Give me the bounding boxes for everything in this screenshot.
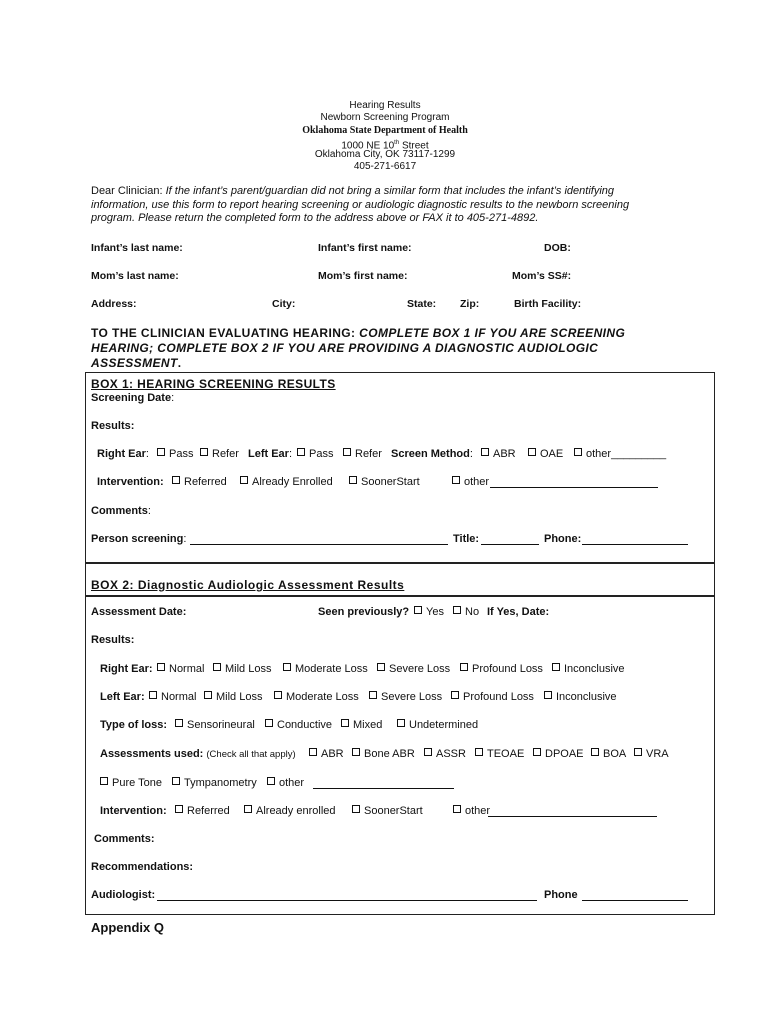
box2-phone-label: Phone — [544, 889, 578, 901]
assess-other-line[interactable] — [313, 788, 454, 789]
right-severe-option[interactable]: Severe Loss — [377, 663, 450, 675]
assess-teoae-option[interactable]: TEOAE — [475, 748, 524, 760]
audiologist-line[interactable] — [157, 900, 537, 901]
left-ear-pass-option[interactable]: Pass — [297, 448, 333, 460]
checkbox-icon[interactable] — [265, 719, 273, 727]
right-profound-option[interactable]: Profound Loss — [460, 663, 543, 675]
checkbox-icon[interactable] — [634, 748, 642, 756]
assess-bone-abr-option[interactable]: Bone ABR — [352, 748, 415, 760]
right-ear-label: Right Ear: — [97, 448, 149, 460]
box2-results-label: Results: — [91, 634, 135, 646]
header-street: 1000 NE 10th Street — [341, 140, 429, 152]
box1-phone-label: Phone: — [544, 533, 582, 545]
intro-line-1: Dear Clinician: If the infant’s parent/guardian did not bring a similar form that includes the infant’s identifying — [91, 185, 615, 197]
checkbox-icon[interactable] — [352, 748, 360, 756]
box2-referred-option[interactable]: Referred — [175, 805, 230, 817]
assess-vra-option[interactable]: VRA — [634, 748, 669, 760]
checkbox-icon[interactable] — [452, 476, 460, 484]
assess-other-option[interactable]: other — [267, 777, 304, 789]
address-label: Address: — [91, 298, 137, 310]
checkbox-icon[interactable] — [481, 448, 489, 456]
box1-phone-line[interactable] — [582, 544, 688, 545]
checkbox-icon[interactable] — [377, 663, 385, 671]
header-city: Oklahoma City, OK 73117-1299 — [314, 149, 456, 160]
left-normal-option[interactable]: Normal — [149, 691, 196, 703]
right-ear-pass-option[interactable]: Pass — [157, 448, 193, 460]
assess-abr-option[interactable]: ABR — [309, 748, 344, 760]
box2-other-line[interactable] — [488, 816, 657, 817]
zip-label: Zip: — [460, 298, 480, 310]
audiologist-label: Audiologist: — [91, 889, 156, 901]
checkbox-icon[interactable] — [369, 691, 377, 699]
header-department: Oklahoma State Department of Health — [302, 125, 468, 136]
header-title: Hearing Results — [349, 100, 421, 111]
header-phone: 405-271-6617 — [353, 161, 417, 172]
right-normal-option[interactable]: Normal — [157, 663, 204, 675]
checkbox-icon[interactable] — [309, 748, 317, 756]
intro-line-3: program. Please return the completed form to the address above or FAX it to 405-271-4892. — [91, 212, 539, 224]
checkbox-icon[interactable] — [591, 748, 599, 756]
checkbox-icon[interactable] — [172, 777, 180, 785]
instruction-line-3: ASSESSMENT. — [91, 356, 182, 370]
box2-already-enrolled-option[interactable]: Already enrolled — [244, 805, 336, 817]
right-mild-option[interactable]: Mild Loss — [213, 663, 271, 675]
recommendations-label: Recommendations: — [91, 861, 194, 873]
box1-intervention-label: Intervention: — [97, 476, 164, 488]
city-label: City: — [272, 298, 296, 310]
checkbox-icon[interactable] — [397, 719, 405, 727]
checkbox-icon[interactable] — [343, 448, 351, 456]
person-screening-line[interactable] — [190, 544, 448, 545]
checkbox-icon[interactable] — [267, 777, 275, 785]
checkbox-icon[interactable] — [475, 748, 483, 756]
instruction-line-2: HEARING; COMPLETE BOX 2 IF YOU ARE PROVIDING A DIAGNOSTIC AUDIOLOGIC — [91, 341, 599, 355]
checkbox-icon[interactable] — [244, 805, 252, 813]
left-moderate-option[interactable]: Moderate Loss — [274, 691, 359, 703]
box2-soonerstart-option[interactable]: SoonerStart — [352, 805, 423, 817]
checkbox-icon[interactable] — [204, 691, 212, 699]
box2-title: BOX 2: Diagnostic Audiologic Assessment Results — [91, 578, 405, 592]
mom-last-name-label: Mom’s last name: — [91, 270, 179, 282]
checkbox-icon[interactable] — [352, 805, 360, 813]
left-mild-option[interactable]: Mild Loss — [204, 691, 262, 703]
birth-facility-label: Birth Facility: — [514, 298, 582, 310]
right-inconclusive-option[interactable]: Inconclusive — [552, 663, 625, 675]
checkbox-icon[interactable] — [349, 476, 357, 484]
screen-method-other-option[interactable]: other_________ — [574, 448, 666, 460]
right-moderate-option[interactable]: Moderate Loss — [283, 663, 368, 675]
checkbox-icon[interactable] — [240, 476, 248, 484]
screen-method-abr-option[interactable]: ABR — [481, 448, 516, 460]
seen-no-option[interactable]: No — [453, 606, 479, 618]
undetermined-option[interactable]: Undetermined — [397, 719, 478, 731]
box1-title: BOX 1: HEARING SCREENING RESULTS — [91, 377, 336, 391]
checkbox-icon[interactable] — [533, 748, 541, 756]
box2-intervention-label: Intervention: — [100, 805, 167, 817]
dob-label: DOB: — [544, 242, 571, 254]
box1-title-label: Title: — [453, 533, 480, 545]
checkbox-icon[interactable] — [157, 663, 165, 671]
seen-previously-label: Seen previously? — [318, 606, 410, 618]
right-ear-refer-option[interactable]: Refer — [200, 448, 239, 460]
checkbox-icon[interactable] — [341, 719, 349, 727]
checkbox-icon[interactable] — [175, 805, 183, 813]
checkbox-icon[interactable] — [574, 448, 582, 456]
box2-right-ear-label: Right Ear: — [100, 663, 153, 675]
conductive-option[interactable]: Conductive — [265, 719, 332, 731]
box2-other-option[interactable]: other — [453, 805, 490, 817]
assessment-date-label: Assessment Date: — [91, 606, 187, 618]
checkbox-icon[interactable] — [157, 448, 165, 456]
infant-first-name-label: Infant’s first name: — [318, 242, 412, 254]
checkbox-icon[interactable] — [451, 691, 459, 699]
checkbox-icon[interactable] — [149, 691, 157, 699]
box1-title-line[interactable] — [481, 544, 539, 545]
checkbox-icon[interactable] — [460, 663, 468, 671]
checkbox-icon[interactable] — [528, 448, 536, 456]
box2-comments-label: Comments: — [94, 833, 155, 845]
checkbox-icon[interactable] — [213, 663, 221, 671]
appendix-label: Appendix Q — [91, 920, 164, 935]
mixed-option[interactable]: Mixed — [341, 719, 382, 731]
screen-method-oae-option[interactable]: OAE — [528, 448, 563, 460]
checkbox-icon[interactable] — [200, 448, 208, 456]
left-profound-option[interactable]: Profound Loss — [451, 691, 534, 703]
assessments-used-label: Assessments used: (Check all that apply) — [100, 748, 296, 760]
box1-results-label: Results: — [91, 420, 135, 432]
mom-ss-label: Mom’s SS#: — [512, 270, 572, 282]
assess-boa-option[interactable]: BOA — [591, 748, 626, 760]
mom-first-name-label: Mom’s first name: — [318, 270, 408, 282]
box1-referred-option[interactable]: Referred — [172, 476, 227, 488]
box1-other-line[interactable] — [490, 487, 658, 488]
checkbox-icon[interactable] — [544, 691, 552, 699]
state-label: State: — [407, 298, 437, 310]
box2-left-ear-label: Left Ear: — [100, 691, 145, 703]
checkbox-icon[interactable] — [283, 663, 291, 671]
checkbox-icon[interactable] — [424, 748, 432, 756]
checkbox-icon[interactable] — [172, 476, 180, 484]
box1-already-enrolled-option[interactable]: Already Enrolled — [240, 476, 333, 488]
sensorineural-option[interactable]: Sensorineural — [175, 719, 255, 731]
assess-pure-tone-option[interactable]: Pure Tone — [100, 777, 162, 789]
infant-last-name-label: Infant’s last name: — [91, 242, 183, 254]
checkbox-icon[interactable] — [274, 691, 282, 699]
checkbox-icon[interactable] — [100, 777, 108, 785]
seen-yes-option[interactable]: Yes — [414, 606, 444, 618]
checkbox-icon[interactable] — [453, 805, 461, 813]
left-inconclusive-option[interactable]: Inconclusive — [544, 691, 617, 703]
instruction-line-1: TO THE CLINICIAN EVALUATING HEARING: COMPLETE BOX 1 IF YOU ARE SCREENING — [91, 326, 626, 340]
person-screening-label: Person screening: — [91, 533, 187, 545]
box2-phone-line[interactable] — [582, 900, 688, 901]
type-of-loss-label: Type of loss: — [100, 719, 168, 731]
left-severe-option[interactable]: Severe Loss — [369, 691, 442, 703]
left-ear-label: Left Ear: — [248, 448, 293, 460]
box1-other-option[interactable]: other — [452, 476, 489, 488]
box1-comments-label: Comments: — [91, 505, 151, 517]
assess-assr-option[interactable]: ASSR — [424, 748, 466, 760]
checkbox-icon[interactable] — [175, 719, 183, 727]
assess-dpoae-option[interactable]: DPOAE — [533, 748, 584, 760]
left-ear-refer-option[interactable]: Refer — [343, 448, 382, 460]
assess-tympanometry-option[interactable]: Tympanometry — [172, 777, 257, 789]
checkbox-icon[interactable] — [414, 606, 422, 614]
checkbox-icon[interactable] — [552, 663, 560, 671]
box1-soonerstart-option[interactable]: SoonerStart — [349, 476, 420, 488]
if-yes-date-label: If Yes, Date: — [487, 606, 550, 618]
header-program: Newborn Screening Program — [320, 112, 450, 123]
screen-method-label: Screen Method: — [391, 448, 473, 460]
intro-line-2: information, use this form to report hearing screening or audiologic diagnostic results to the newborn screening — [91, 199, 630, 211]
screening-date-label: Screening Date: — [91, 392, 175, 404]
checkbox-icon[interactable] — [453, 606, 461, 614]
checkbox-icon[interactable] — [297, 448, 305, 456]
